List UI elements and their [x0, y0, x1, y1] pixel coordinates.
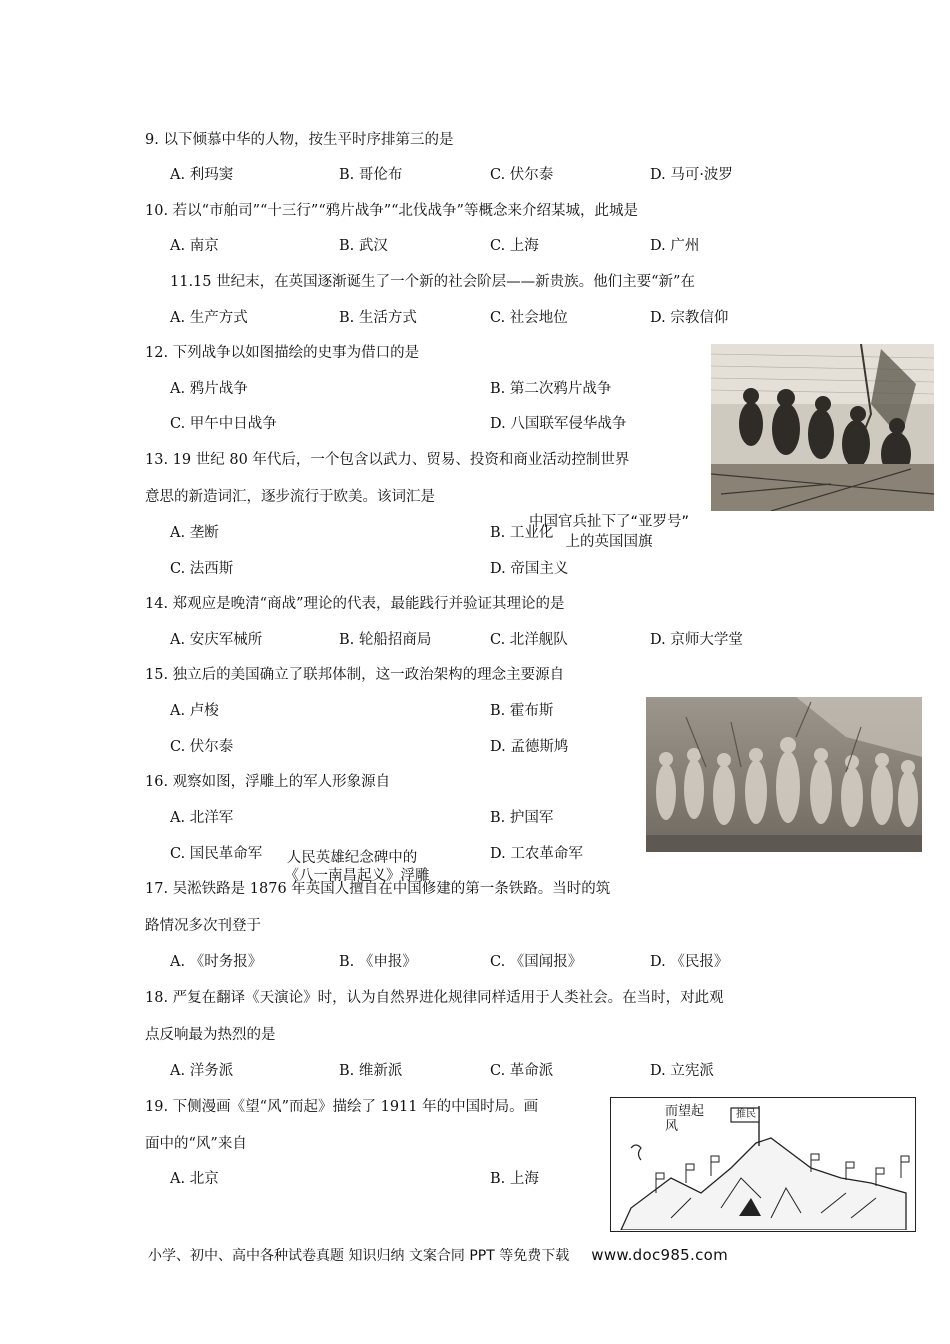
q15-option-d: D. 孟德斯鸠 [490, 739, 569, 755]
q15-option-a: A. 卢梭 [170, 703, 219, 719]
arrow-incident-engraving [711, 344, 934, 511]
engraving-caption-line2: 上的英国国旗 [565, 534, 653, 550]
q13-option-b: B. 工业化 [490, 525, 554, 541]
footer-text: 小学、初中、高中各种试卷真题 知识归纳 文案合同 PPT 等免费下载 [148, 1248, 570, 1264]
q13-option-d: D. 帝国主义 [490, 561, 569, 577]
q10-option-a: A. 南京 [170, 238, 219, 254]
q12-option-d: D. 八国联军侵华战争 [490, 416, 627, 432]
q10-stem: 10. 若以“市舶司”“十三行”“鸦片战争”“北伐战争”等概念来介绍某城，此城是 [145, 203, 638, 219]
q17-stem-line1: 17. 吴淞铁路是 1876 年英国人擅自在中国修建的第一条铁路。当时的筑 [145, 881, 611, 897]
q12-option-a: A. 鸦片战争 [170, 381, 248, 397]
q16-stem: 16. 观察如图，浮雕上的军人形象源自 [145, 774, 391, 790]
q18-option-a: A. 洋务派 [170, 1063, 234, 1079]
q11-option-d: D. 宗教信仰 [650, 310, 729, 326]
q14-option-b: B. 轮船招商局 [339, 632, 432, 648]
q15-option-b: B. 霍布斯 [490, 703, 554, 719]
q14-stem: 14. 郑观应是晚清“商战”理论的代表，最能践行并验证其理论的是 [145, 596, 565, 612]
q12-option-b: B. 第二次鸦片战争 [490, 381, 612, 397]
q10-option-c: C. 上海 [490, 238, 539, 254]
q14-option-d: D. 京师大学堂 [650, 632, 743, 648]
q9-option-d: D. 马可·波罗 [650, 167, 733, 183]
q12-stem: 12. 下列战争以如图描绘的史事为借口的是 [145, 345, 420, 361]
q19-option-b: B. 上海 [490, 1171, 539, 1187]
q18-option-d: D. 立宪派 [650, 1063, 714, 1079]
q17-option-d: D. 《民报》 [650, 954, 729, 970]
q18-stem-line2: 点反响最为热烈的是 [145, 1027, 276, 1043]
cartoon-title: 而望起风 [665, 1104, 705, 1134]
q14-option-a: A. 安庆军械所 [170, 632, 263, 648]
footer [148, 1245, 728, 1265]
q13-stem-line2: 意思的新造词汇，逐步流行于欧美。该词汇是 [145, 489, 435, 505]
q9-option-b: B. 哥伦布 [339, 167, 403, 183]
q15-stem: 15. 独立后的美国确立了联邦体制，这一政治架构的理念主要源自 [145, 667, 565, 683]
q16-option-d: D. 工农革命军 [490, 846, 583, 862]
q9-option-c: C. 伏尔泰 [490, 167, 554, 183]
nanchang-uprising-relief-photo [646, 697, 922, 852]
q9-option-a: A. 利玛窦 [170, 167, 234, 183]
q9-stem: 9. 以下倾慕中华的人物，按生平时序排第三的是 [145, 132, 454, 148]
footer-url[interactable]: www.doc985.com [591, 1246, 729, 1264]
q11-option-b: B. 生活方式 [339, 310, 417, 326]
q18-option-b: B. 维新派 [339, 1063, 403, 1079]
q11-option-c: C. 社会地位 [490, 310, 568, 326]
relief-caption-line2: 《八一南昌起义》浮雕 [284, 868, 430, 884]
q18-stem-line1: 18. 严复在翻译《天演论》时，认为自然界进化规律同样适用于人类社会。在当时，对此观 [145, 990, 724, 1006]
q19-option-a: A. 北京 [170, 1171, 219, 1187]
cartoon-wind-rising [610, 1097, 916, 1232]
q19-stem-line2: 面中的“风”来自 [145, 1136, 247, 1152]
q18-option-c: C. 革命派 [490, 1063, 554, 1079]
q16-option-b: B. 护国军 [490, 810, 554, 826]
q17-option-a: A. 《时务报》 [170, 954, 263, 970]
q12-option-c: C. 甲午中日战争 [170, 416, 277, 432]
cartoon-flag-text: 推民 [736, 1109, 756, 1120]
q17-option-b: B. 《申报》 [339, 954, 417, 970]
q11-option-a: A. 生产方式 [170, 310, 248, 326]
q19-stem-line1: 19. 下侧漫画《望“风”而起》描绘了 1911 年的中国时局。画 [145, 1099, 539, 1115]
q10-option-b: B. 武汉 [339, 238, 388, 254]
q10-option-d: D. 广州 [650, 238, 700, 254]
engraving-caption-line1: 中国官兵扯下了“亚罗号” [528, 514, 690, 530]
q17-stem-line2: 路情况多次刊登于 [145, 918, 261, 934]
q13-option-a: A. 垄断 [170, 525, 219, 541]
relief-caption-line1: 人民英雄纪念碑中的 [286, 850, 418, 866]
q16-option-c: C. 国民革命军 [170, 846, 263, 862]
q14-option-c: C. 北洋舰队 [490, 632, 568, 648]
q16-option-a: A. 北洋军 [170, 810, 234, 826]
q13-stem-line1: 13. 19 世纪 80 年代后，一个包含以武力、贸易、投资和商业活动控制世界 [145, 452, 630, 468]
q13-option-c: C. 法西斯 [170, 561, 234, 577]
q11-stem: 11.15 世纪末，在英国逐渐诞生了一个新的社会阶层——新贵族。他们主要“新”在 [170, 274, 695, 290]
q17-option-c: C. 《国闻报》 [490, 954, 583, 970]
q15-option-c: C. 伏尔泰 [170, 739, 234, 755]
